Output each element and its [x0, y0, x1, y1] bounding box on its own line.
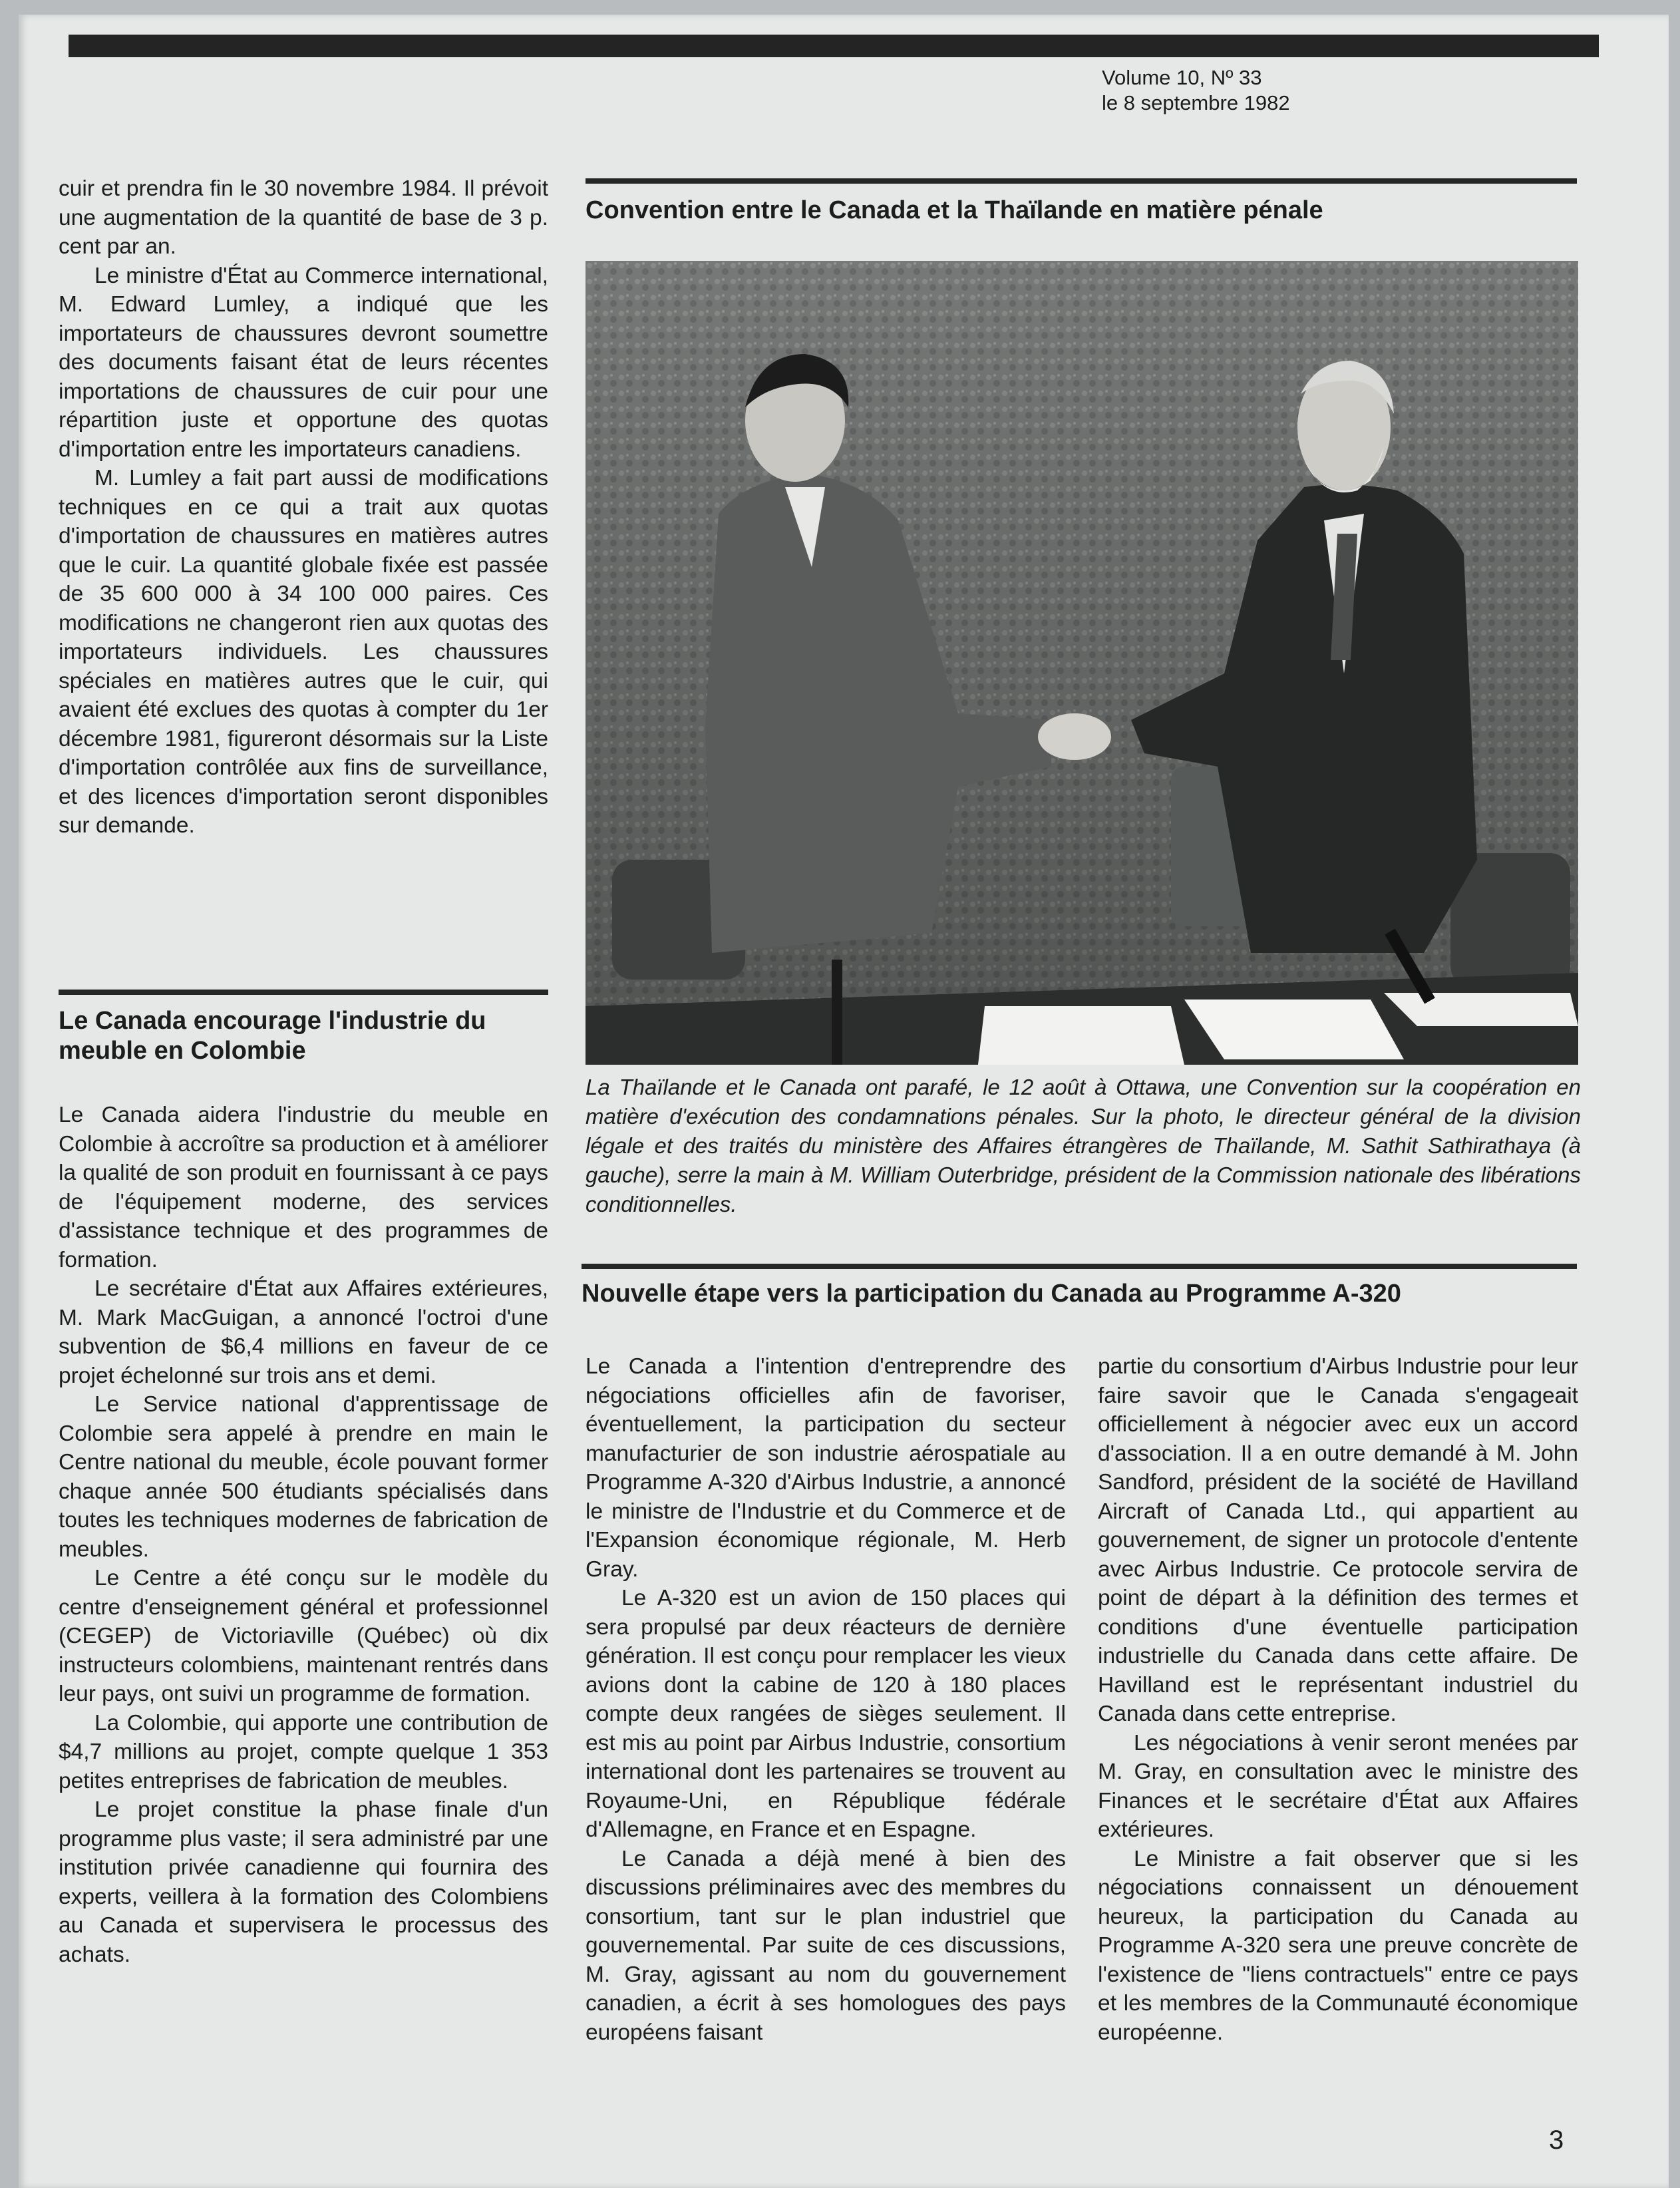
- paragraph: Les négociations à venir seront menées par M. Gray, en consultation avec le ministre des Finances et le secrétaire d'État aux Affaires extérieures.: [1098, 1730, 1578, 1842]
- headline-meuble: Le Canada encourage l'industrie du meuble en Colombie: [59, 1007, 486, 1065]
- section-rule: [582, 1264, 1577, 1269]
- left-column-continued: [59, 174, 548, 840]
- a320-right-column: [1098, 1352, 1578, 2047]
- paragraph: La Colombie, qui apporte une contribution de $4,7 millions au projet, compte quelque 1 353 petites entreprises de fabrication de meubles.: [59, 1710, 548, 1793]
- paragraph: Le secrétaire d'État aux Affaires extérieures, M. Mark MacGuigan, a annoncé l'octroi d'une subvention de $6,4 millions en faveur de ce projet échelonné sur trois ans et demi.: [59, 1276, 548, 1388]
- paragraph: Le projet constitue la phase finale d'un programme plus vaste; il sera administré par une institution privée canadienne qui fournira des experts, veillera à la formation des Colombiens au Canada et supervisera le processus des achats.: [59, 1797, 548, 1967]
- paragraph: M. Lumley a fait part aussi de modifications techniques en ce qui a trait aux quotas d'importation de chaussures en matières autres que le cuir. La quantité globale fixée est passée de 35 600 000 à 34 100 000 paires. Ces modifications ne changeront rien aux quotas des importateurs individuels. Les chaussures spéciales en matières autres que le cuir, qui avaient été exclues des quotas à compter du 1er décembre 1981, figureront désormais sur la Liste d'importation contrôlée aux fins de surveillance, et des licences d'importation seront disponibles sur demande.: [59, 466, 548, 838]
- article-meuble-body: [59, 1101, 548, 1969]
- paragraph: Le Service national d'apprentissage de Colombie sera appelé à prendre en main le Centre national du meuble, école pouvant former chaque année 500 étudiants spécialisés dans toutes les techniques modernes de fabrication de meubles.: [59, 1392, 548, 1562]
- page-number: 3: [1549, 2125, 1564, 2155]
- paragraph: Le Canada a déjà mené à bien des discussions préliminaires avec des membres du consortium, tant sur le plan industriel que gouvernemental. Par suite de ces discussions, M. Gray, agissant au nom du gouvernement canadien, a écrit à ses homologues des pays européens faisant: [586, 1846, 1066, 2045]
- headline-a320: Nouvelle étape vers la participation du Canada au Programme A-320: [582, 1280, 1401, 1308]
- issue-date: le 8 septembre 1982: [1102, 91, 1290, 114]
- paragraph: Le A-320 est un avion de 150 places qui sera propulsé par deux réacteurs de dernière génération. Il est conçu pour remplacer les vieux avions dont la cabine de 120 à 180 places compte deux rangées de sièges seulement. Il est mis au point par Airbus Industrie, consortium international dont les partenaires se trouvent au Royaume-Uni, en République fédérale d'Allemagne, en France et en Espagne.: [586, 1586, 1066, 1842]
- top-rule: [69, 35, 1599, 57]
- issue-info: [1102, 65, 1290, 116]
- paragraph: Le Canada aidera l'industrie du meuble en Colombie à accroître sa production et à améliorer la qualité de son produit en fournissant à ce pays de l'équipement moderne, des services d'assistance technique et des programmes de formation.: [59, 1103, 548, 1272]
- photo-caption: La Thaïlande et le Canada ont parafé, le 12 août à Ottawa, une Convention sur la coopération en matière d'exécution des condamnations pénales. Sur la photo, le directeur général de la division légale et des traités du ministère des Affaires étrangères de Thaïlande, M. Sathit Sathirathaya (à gauche), serre la main à M. William Outerbridge, président de la Commission nationale des libérations conditionnelles.: [586, 1075, 1581, 1216]
- magazine-page: [19, 15, 1669, 2188]
- section-rule: [59, 990, 548, 995]
- issue-volume: Volume 10, Nº 33: [1102, 66, 1262, 89]
- paragraph: Le Centre a été conçu sur le modèle du centre d'enseignement général et professionnel (CEGEP) de Victoriaville (Québec) où dix instructeurs colombiens, maintenant rentrés dans leur pays, ont suivi un programme de formation.: [59, 1566, 548, 1706]
- paragraph: cuir et prendra fin le 30 novembre 1984. Il prévoit une augmentation de la quantité de base de 3 p. cent par an.: [59, 176, 548, 259]
- section-rule: [586, 178, 1577, 184]
- handshake-photo: [586, 261, 1578, 1065]
- headline-convention: Convention entre le Canada et la Thaïlande en matière pénale: [586, 196, 1323, 224]
- a320-left-column: [586, 1352, 1066, 2047]
- paragraph: Le ministre d'État au Commerce international, M. Edward Lumley, a indiqué que les importateurs de chaussures devront soumettre des documents faisant état de leurs récentes importations de chaussures de cuir pour une répartition juste et opportune des quotas d'importation entre les importateurs canadiens.: [59, 263, 548, 462]
- paragraph: Le Canada a l'intention d'entreprendre des négociations officielles afin de favoriser, éventuellement, la participation du secteur manufacturier de son industrie aérospatiale au Programme A-320 d'Airbus Industrie, a annoncé le ministre de l'Industrie et du Commerce et de l'Expansion économique régionale, M. Herb Gray.: [586, 1354, 1066, 1582]
- paragraph: Le Ministre a fait observer que si les négociations connaissent un dénouement heureux, la participation du Canada au Programme A-320 sera une preuve concrète de l'existence de "liens contractuels" entre ce pays et les membres de la Communauté économique européenne.: [1098, 1846, 1578, 2045]
- handshake-illustration: [586, 261, 1578, 1065]
- paragraph: partie du consortium d'Airbus Industrie pour leur faire savoir que le Canada s'engageait officiellement à négocier avec eux un accord d'association. Il a en outre demandé à M. John Sandford, président de la société de Havilland Aircraft of Canada Ltd., qui appartient au gouvernement, de signer un protocole d'entente avec Airbus Industrie. Ce protocole servira de point de départ à la définition des termes et conditions d'une éventuelle participation industrielle du Canada dans cette affaire. De Havilland est le représentant industriel du Canada dans cette entreprise.: [1098, 1354, 1578, 1726]
